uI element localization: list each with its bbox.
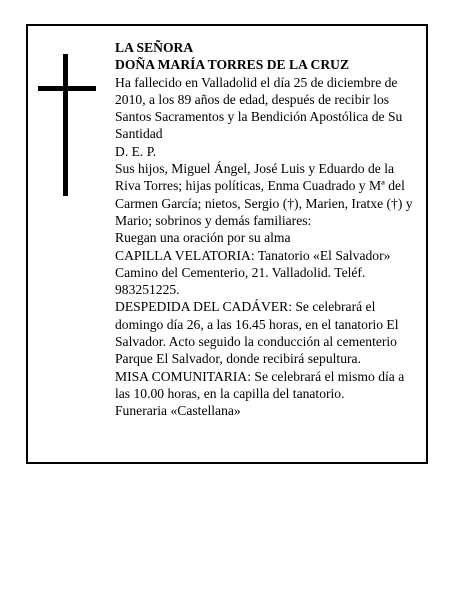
wake-chapel-info: CAPILLA VELATORIA: Tanatorio «El Salvador» Camino del Cementerio, 21. Valladolid. Teléf. 983251225. — [115, 247, 391, 298]
obituary-text — [115, 39, 415, 420]
farewell-info: DESPEDIDA DEL CADÁVER: Se celebrará el domingo día 26, a las 16.45 horas, en el tanatorio El Salvador. Acto seguido la conducción al cementerio Parque El Salvador, donde recibirá sepultura. — [115, 299, 399, 367]
family-members: Sus hijos, Miguel Ángel, José Luis y Eduardo de la Riva Torres; hijas políticas, Enma Cuadrado y Mª del Carmen García; nietos, Sergio (†), Marien, Iratxe (†) y Mario; sobrinos y demás familiares: — [115, 161, 413, 228]
title-line-1: LA SEÑORA — [115, 40, 194, 55]
funeral-home: Funeraria «Castellana» — [115, 403, 241, 419]
mass-info: MISA COMUNITARIA: Se celebrará el mismo día a las 10.00 horas, en la capilla del tanatorio. — [115, 368, 405, 401]
death-announcement: Ha fallecido en Valladolid el día 25 de diciembre de 2010, a los 89 años de edad, después de recibir los Santos Sacramentos y la Bendición Apostólica de Su Santidad — [115, 74, 403, 142]
rest-in-peace: D. E. P. — [115, 143, 157, 159]
deceased-name: DOÑA MARÍA TORRES DE LA CRUZ — [115, 57, 350, 73]
cross-vertical-bar — [63, 54, 68, 196]
cross-horizontal-bar — [38, 86, 96, 91]
prayer-request: Ruegan una oración por su alma — [115, 230, 291, 246]
latin-cross-icon — [38, 54, 96, 196]
